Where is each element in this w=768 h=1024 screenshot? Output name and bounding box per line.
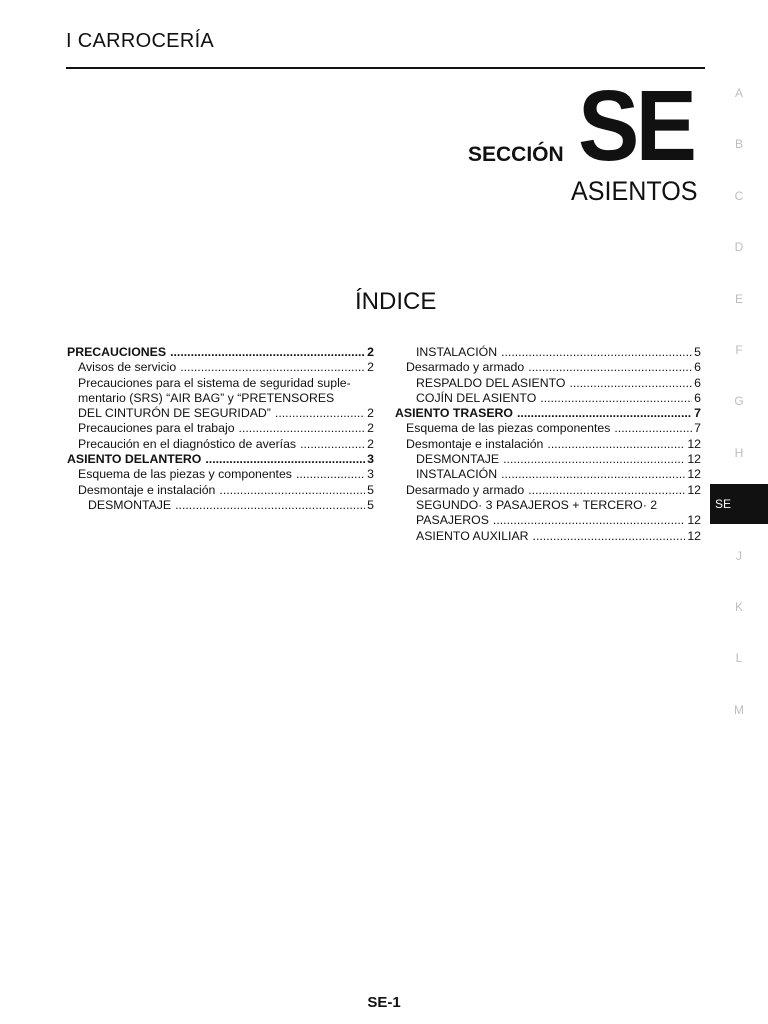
toc-entry[interactable] <box>395 421 701 436</box>
section-tab-f[interactable]: F <box>735 343 743 357</box>
toc-leader-dots <box>493 513 685 528</box>
toc-entry-page: 12 <box>687 436 701 451</box>
toc-entry-label: Precaución en el diagnóstico de averías <box>78 436 297 451</box>
toc-leader-dots <box>528 360 692 375</box>
toc-entry-page: 7 <box>694 421 701 436</box>
toc-entry[interactable] <box>67 376 374 391</box>
toc-entry-label: INSTALACIÓN <box>416 345 498 359</box>
toc-leader-dots <box>275 406 365 421</box>
toc-entry-page: 5 <box>694 345 701 359</box>
toc-entry[interactable] <box>67 406 374 421</box>
toc-entry-page: 2 <box>367 345 374 359</box>
toc-entry[interactable] <box>395 513 701 528</box>
toc-entry[interactable] <box>395 345 701 360</box>
toc-entry-label: SEGUNDO· 3 PASAJEROS + TERCERO· 2 <box>416 497 658 512</box>
toc-left-column <box>67 345 374 513</box>
toc-entry-label: Desmontaje e instalación <box>406 436 544 451</box>
section-tab-h[interactable]: H <box>734 445 744 460</box>
toc-entry-page: 2 <box>367 360 374 375</box>
toc-entry[interactable] <box>67 360 374 375</box>
page-number: SE-1 <box>367 994 401 1011</box>
toc-entry-page: 2 <box>367 421 374 436</box>
toc-entry-label: ASIENTO DELANTERO <box>67 452 202 467</box>
toc-leader-dots <box>540 391 692 406</box>
section-tab-d[interactable]: D <box>734 240 744 255</box>
toc-entry-label: Precauciones para el trabajo <box>78 421 235 436</box>
toc-entry[interactable] <box>395 360 701 375</box>
toc-entry-label: Desarmado y armado <box>406 360 525 375</box>
section-tab-l[interactable]: L <box>735 651 743 666</box>
toc-entry-label: Avisos de servicio <box>78 360 177 375</box>
toc-entry-label: PASAJEROS <box>416 513 489 528</box>
toc-entry-page: 12 <box>687 528 701 543</box>
toc-entry[interactable] <box>67 452 374 467</box>
toc-leader-dots <box>180 360 365 375</box>
toc-leader-dots <box>501 345 692 360</box>
section-tab-se[interactable]: SE <box>710 484 768 524</box>
toc-entry[interactable] <box>67 467 374 482</box>
toc-right-column <box>395 345 701 544</box>
toc-leader-dots <box>219 483 365 498</box>
toc-leader-dots <box>205 452 365 467</box>
toc-entry[interactable] <box>395 529 701 544</box>
toc-entry-label: Desmontaje e instalación <box>78 482 216 497</box>
toc-leader-dots <box>296 467 365 482</box>
toc-entry-label: INSTALACIÓN <box>416 467 498 482</box>
toc-entry[interactable] <box>395 452 701 467</box>
toc-entry-page: 12 <box>687 513 701 528</box>
section-name: ASIENTOS <box>571 176 698 206</box>
toc-entry-label: COJÍN DEL ASIENTO <box>416 390 537 405</box>
toc-leader-dots <box>175 498 365 513</box>
toc-entry-page: 3 <box>367 452 374 467</box>
toc-leader-dots <box>533 529 686 544</box>
toc-entry-page: 12 <box>687 482 701 497</box>
toc-leader-dots <box>170 345 365 360</box>
section-tab-e[interactable]: E <box>734 291 743 306</box>
toc-entry-page: 7 <box>694 406 701 421</box>
toc-entry-label: Precauciones para el sistema de seguridad suple- <box>78 375 351 390</box>
toc-leader-dots <box>501 467 685 482</box>
toc-entry-label: PRECAUCIONES <box>67 345 167 359</box>
toc-entry-label: Desarmado y armado <box>406 482 525 497</box>
toc-entry-label: DESMONTAJE <box>88 497 172 512</box>
toc-entry-page: 6 <box>694 375 701 390</box>
toc-leader-dots <box>503 452 685 467</box>
toc-entry-label: RESPALDO DEL ASIENTO <box>416 375 566 390</box>
toc-entry-label: mentario (SRS) “AIR BAG” y “PRETENSORES <box>78 390 335 405</box>
toc-leader-dots <box>569 376 692 391</box>
toc-entry-label: Esquema de las piezas y componentes <box>78 467 292 482</box>
toc-leader-dots <box>239 421 366 436</box>
toc-entry-label: DESMONTAJE <box>416 452 500 467</box>
toc-entry-page: 3 <box>367 467 374 482</box>
toc-entry[interactable] <box>67 421 374 436</box>
toc-leader-dots <box>517 406 692 421</box>
toc-entry-label: DEL CINTURÓN DE SEGURIDAD” <box>78 406 271 421</box>
toc-entry-label: ASIENTO TRASERO <box>395 406 513 421</box>
toc-entry-page: 6 <box>694 360 701 375</box>
toc-entry[interactable] <box>395 498 701 513</box>
toc-entry-page: 5 <box>367 497 374 512</box>
section-code: SE <box>578 70 694 182</box>
toc-entry[interactable] <box>395 467 701 482</box>
toc-entry-page: 6 <box>694 390 701 405</box>
toc-title: ÍNDICE <box>355 288 437 315</box>
toc-entry-page: 12 <box>687 452 701 467</box>
toc-leader-dots <box>300 437 365 452</box>
section-tab-g[interactable]: G <box>734 394 744 409</box>
toc-entry[interactable] <box>395 376 701 391</box>
section-tab-b[interactable]: B <box>734 137 743 152</box>
toc-leader-dots <box>614 421 692 436</box>
toc-entry[interactable] <box>395 483 701 498</box>
section-tab-k[interactable]: K <box>734 600 743 614</box>
toc-entry[interactable] <box>67 483 374 498</box>
header-title: I CARROCERÍA <box>66 30 215 52</box>
toc-entry[interactable] <box>67 391 374 406</box>
toc-entry[interactable] <box>395 391 701 406</box>
section-tab-j[interactable]: J <box>736 548 742 563</box>
toc-leader-dots <box>528 483 685 498</box>
toc-entry-page: 12 <box>687 467 701 482</box>
section-tab-a[interactable]: A <box>734 86 743 100</box>
toc-leader-dots <box>547 437 685 452</box>
toc-entry[interactable] <box>395 406 701 421</box>
toc-entry-label: Esquema de las piezas componentes <box>406 421 611 436</box>
section-tab-c[interactable]: C <box>734 188 744 203</box>
toc-entry[interactable] <box>67 437 374 452</box>
header-rule <box>66 67 705 69</box>
toc-entry-page: 2 <box>367 406 374 421</box>
toc-entry[interactable] <box>67 498 374 513</box>
toc-entry-label: ASIENTO AUXILIAR <box>416 528 529 543</box>
toc-entry[interactable] <box>395 437 701 452</box>
section-word: SECCIÓN <box>468 143 564 166</box>
toc-entry[interactable] <box>67 345 374 360</box>
section-tab-m[interactable]: M <box>734 702 744 717</box>
toc-entry-page: 5 <box>367 482 374 497</box>
toc-entry-page: 2 <box>367 436 374 451</box>
